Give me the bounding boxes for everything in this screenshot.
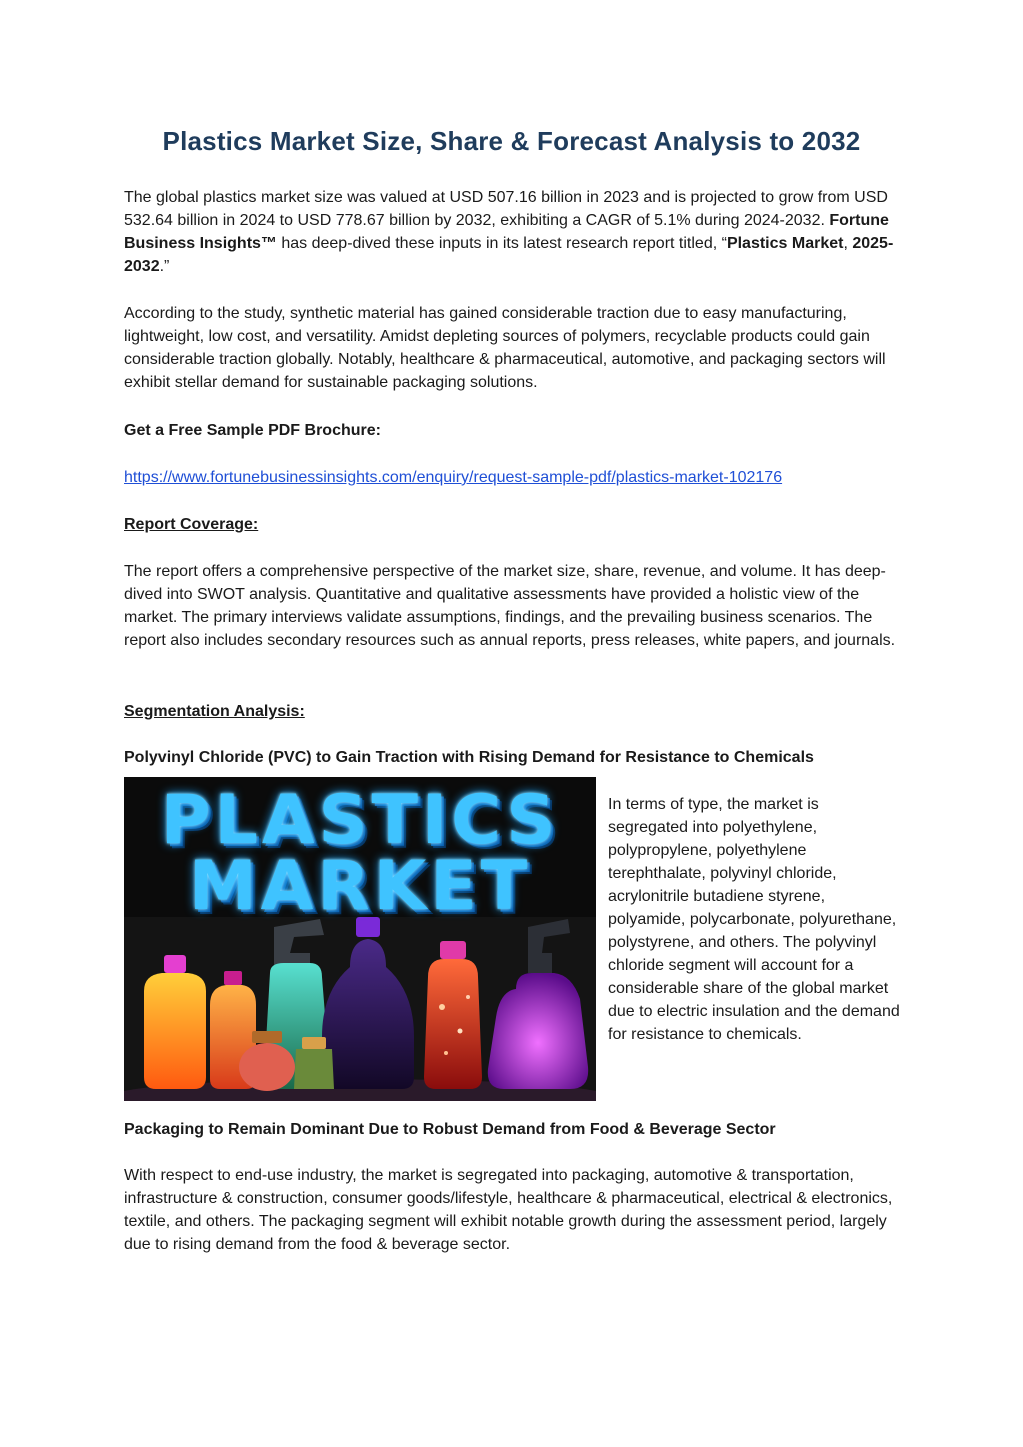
report-years: 2025-2032 (124, 235, 894, 275)
sample-pdf-link[interactable]: https://www.fortunebusinessinsights.com/enquiry/request-sample-pdf/plastics-market-102176 (124, 469, 783, 486)
page-title: Plastics Market Size, Share & Forecast Analysis to 2032 (162, 126, 861, 156)
segmentation-heading: Segmentation Analysis: (124, 703, 305, 720)
sample-heading: Get a Free Sample PDF Brochure: (124, 422, 381, 439)
report-name: Plastics Market (726, 235, 844, 252)
brand-name: Fortune Business Insights™ (124, 212, 889, 252)
image-text-line2: MARKET (188, 847, 532, 926)
coverage-paragraph: The report offers a comprehensive perspective of the market size, share, revenue, and volume. It has deep-dived into SWOT analysis. Quantitative and qualitative assessments have provided a holistic view of the market. The primary interviews validate assumptions, findings, and the prevailing business scenarios. The report also includes secondary resources such as annual reports, press releases, white papers, and journals. (124, 563, 896, 649)
intro-text: The global plastics market size was valued at USD 507.16 billion in 2023 and is projected to grow from USD 532.64 billion in 2024 to USD 778.67 billion by 2032, exhibiting a CAGR of 5.1% during 2024-2032. (124, 189, 888, 229)
intro-comma: , (843, 235, 853, 252)
type-paragraph: In terms of type, the market is segregated into polyethylene, polypropylene, polyethylene terephthalate, polyvinyl chloride, acrylonitrile butadiene styrene, polyamide, polycarbonate, polyurethane, polystyrene, and others. The polyvinyl chloride segment will account for a considerable share of the global market due to electric insulation and the demand for resistance to chemicals. (608, 796, 900, 1043)
intro-end: .” (159, 258, 170, 275)
plastics-market-image (124, 777, 596, 1101)
enduse-paragraph: With respect to end-use industry, the market is segregated into packaging, automotive & transportation, infrastructure & construction, consumer goods/lifestyle, healthcare & pharmaceutical, electrical & electronics, textile, and others. The packaging segment will exhibit notable growth during the assessment period, largely due to rising demand from the food & beverage sector. (124, 1167, 893, 1253)
pvc-heading: Polyvinyl Chloride (PVC) to Gain Traction with Rising Demand for Resistance to Chemicals (124, 749, 814, 766)
study-paragraph: According to the study, synthetic material has gained considerable traction due to easy manufacturing, lightweight, low cost, and versatility. Amidst depleting sources of polymers, recyclable products could gain considerable traction globally. Notably, healthcare & pharmaceutical, automotive, and packaging sectors will exhibit stellar demand for sustainable packaging solutions. (124, 305, 886, 391)
report-coverage-heading: Report Coverage: (124, 516, 259, 533)
image-text-line1: PLASTICS (160, 781, 560, 860)
packaging-heading: Packaging to Remain Dominant Due to Robust Demand from Food & Beverage Sector (124, 1121, 776, 1138)
intro-text-2: has deep-dived these inputs in its latest research report titled, “ (276, 235, 727, 252)
intro-paragraph (124, 186, 904, 278)
